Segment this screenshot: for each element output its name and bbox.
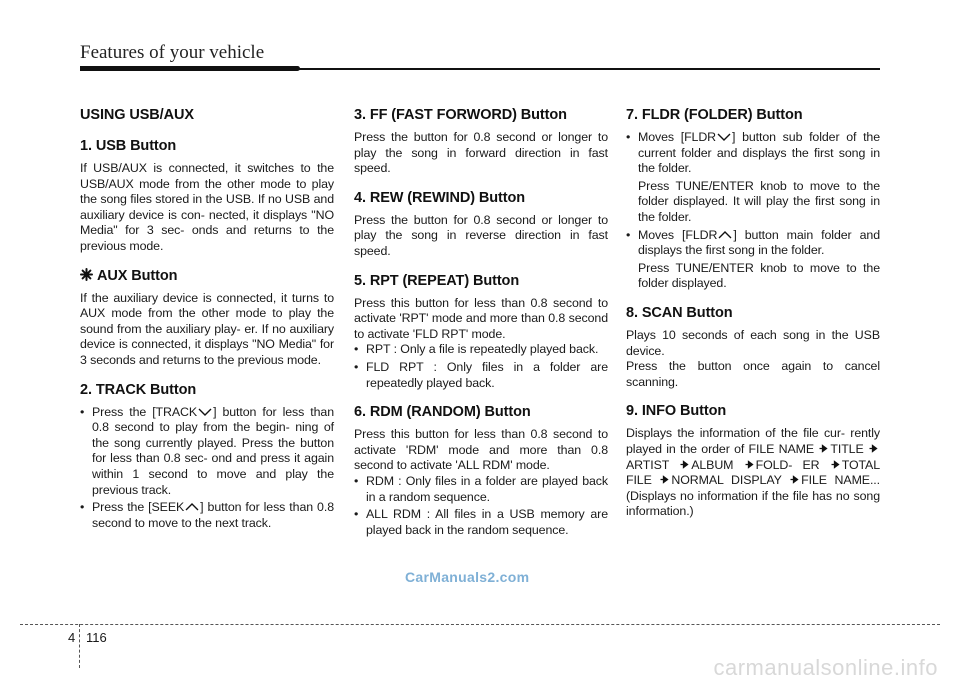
section-fldr [626,106,880,292]
star-icon [80,268,93,281]
section-rew [354,189,608,260]
list-item: • Moves [FLDR ] button sub folder of the current folder and displays the first song in the folder. Press TUNE/ENTER knob to move to the folder displayed. It will play the first song in the folder. [626,130,880,226]
section-track [80,381,334,532]
chevron-up-icon [185,502,199,512]
arrow-right-icon [745,460,754,469]
arrow-right-icon [831,460,840,469]
list-item: • Press the [SEEK ] button for less than 0.8 second to move to the next track. [80,500,334,531]
section-rpt [354,272,608,392]
footer-divider [20,624,940,625]
aux-text: If the auxiliary device is connected, it turns to AUX mode from the other mode to play the sound from the auxiliary play- er. If no auxiliary device is connected, it displays "NO Media" for 3 seconds and returns to the previous mode. [80,290,334,367]
arrow-right-icon [819,444,828,453]
section-heading-rew: 4. REW (REWIND) Button [354,189,525,206]
header-rule-thick [80,66,300,71]
section-heading-fldr: 7. FLDR (FOLDER) Button [626,107,803,123]
arrow-right-icon [869,444,878,453]
column-2 [354,106,608,550]
section-aux [80,267,334,369]
rdm-bullets [354,474,608,538]
aux-heading-label: AUX Button [97,267,178,284]
watermark-link[interactable]: CarManuals2.com [405,569,530,585]
rpt-bullets [354,342,608,391]
chevron-down-icon [198,407,212,417]
section-heading-aux [80,267,334,285]
fldr-b2-sub: Press TUNE/ENTER knob to move to the folder displayed. [638,260,880,291]
arrow-right-icon [660,475,669,484]
section-heading-info: 9. INFO Button [626,403,727,420]
header-rule-thin [298,68,880,70]
list-item: • RPT : Only a file is repeatedly played back. [354,342,608,358]
ff-text: Press the button for 0.8 second or longer to play the song in forward direction in fast speed. [354,130,608,176]
info-text: Displays the information of the file cur- rently played in the order of FILE NAME TITLE ARTIST ALBUM FOLD- ER TOTAL FILE NORMAL DISPLAY FILE NAME... (Displays no information if the file has no song information.) [626,426,881,519]
column-3 [626,106,880,532]
chevron-up-icon [718,230,732,240]
column-1 [80,106,334,543]
rpt-text: Press this button for less than 0.8 second to activate 'RPT' mode and more than 0.8 second to activate 'FLD RPT' mode. [354,295,608,341]
section-heading-scan: 8. SCAN Button [626,304,733,321]
section-heading-using-usb-aux: USING USB/AUX [80,107,194,123]
rew-text: Press the button for 0.8 second or longer to play the song in reverse direction in fast speed. [354,212,608,258]
fldr-bullets [626,130,880,292]
section-scan [626,304,880,390]
footer-vertical-divider [79,624,80,668]
section-rdm [354,403,608,538]
section-info [626,402,880,520]
chevron-down-icon [717,132,731,142]
list-item: • Press the [TRACK ] button for less than 0.8 second to play from the begin- ning of the song currently played. Press the button for less than 0.8 sec- ond and press it again within 1 second to move and play the previous track. [80,405,334,499]
section-heading-track: 2. TRACK Button [80,381,197,398]
usb-text: If USB/AUX is connected, it switches to the USB/AUX mode from the other mode to play the song files stored in the USB. If no USB and auxiliary device is con- nected, it displays "NO Media" for 3 sec- onds and returns to the previous mode. [80,161,334,253]
section-ff [354,106,608,177]
site-watermark: carmanualsonline.info [713,655,938,680]
scan-text-1: Plays 10 seconds of each song in the USB device. [626,327,880,358]
section-heading-ff: 3. FF (FAST FORWORD) Button [354,107,567,123]
rdm-text: Press this button for less than 0.8 second to activate 'RDM' mode and more than 0.8 second to activate 'ALL RDM' mode. [354,427,608,473]
list-item: • Moves [FLDR ] button main folder and displays the first song in the folder. Press TUNE/ENTER knob to move to the folder displayed. [626,228,880,292]
page-number: 116 [86,630,107,645]
section-heading-rdm: 6. RDM (RANDOM) Button [354,404,531,421]
scan-text-2: Press the button once again to cancel scanning. [626,359,880,389]
section-usb [80,137,334,255]
section-heading-usb: 1. USB Button [80,138,177,154]
list-item: • ALL RDM : All files in a USB memory are played back in the random sequence. [354,507,608,538]
arrow-right-icon [790,475,799,484]
section-heading-rpt: 5. RPT (REPEAT) Button [354,272,520,289]
list-item: • RDM : Only files in a folder are played back in a random sequence. [354,474,608,505]
fldr-b1-sub: Press TUNE/ENTER knob to move to the folder displayed. It will play the first song in the folder. [638,178,880,224]
chapter-number: 4 [68,630,76,645]
list-item: • FLD RPT : Only files in a folder are repeatedly played back. [354,360,608,391]
track-bullets [80,405,334,532]
header-title: Features of your vehicle [80,42,265,63]
arrow-right-icon [680,460,689,469]
